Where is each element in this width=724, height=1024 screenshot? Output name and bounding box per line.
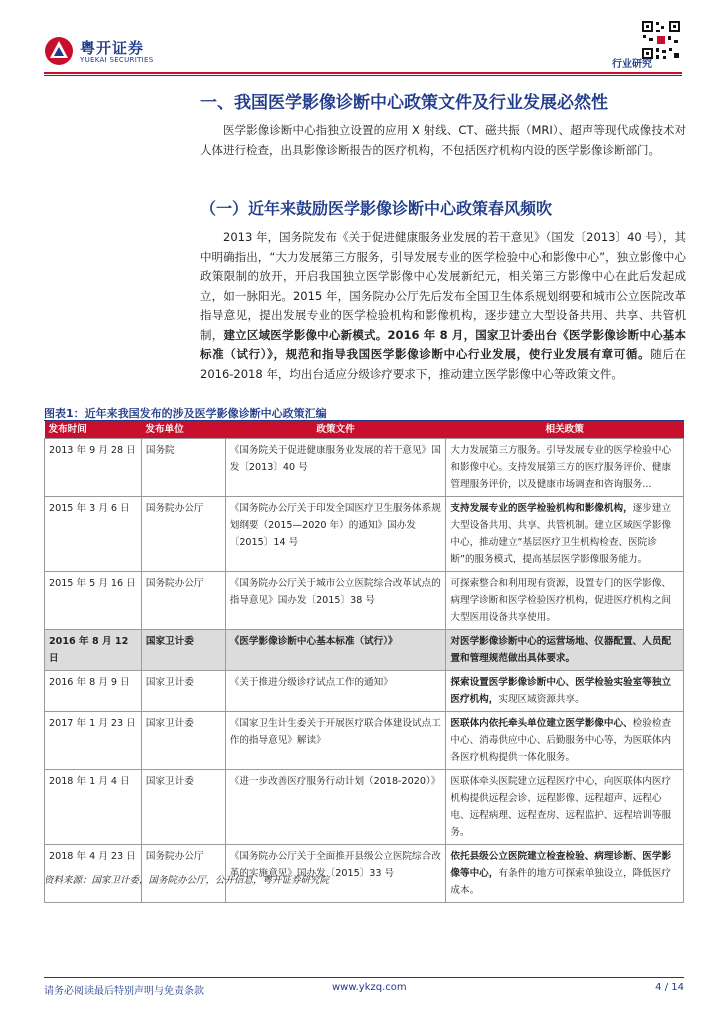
policy-text: 检验检查中心、消毒供应中心、后勤服务中心等，为医联体内各医疗机构提供一体化服务。 bbox=[450, 718, 672, 763]
section-heading-2: （一）近年来鼓励医学影像诊断中心政策春风频吹 bbox=[200, 199, 553, 218]
section-2-paragraph bbox=[200, 228, 686, 384]
policy-text: 有条件的地方可探索单独设立，降低医疗成本。 bbox=[450, 868, 672, 896]
cell-doc: 《医学影像诊断中心基本标准（试行）》 bbox=[225, 630, 446, 671]
footer-website-link[interactable]: www.ykzq.com bbox=[332, 982, 407, 993]
policy-table bbox=[44, 421, 684, 903]
header-divider-red bbox=[44, 72, 682, 74]
cell-date: 2017 年 1 月 23 日 bbox=[45, 712, 142, 770]
cell-doc: 《关于推进分级诊疗试点工作的通知》 bbox=[225, 671, 446, 712]
cell-org: 国家卫计委 bbox=[141, 630, 225, 671]
cell-policy bbox=[446, 671, 684, 712]
cell-org: 国家卫计委 bbox=[141, 671, 225, 712]
cell-org: 国务院办公厅 bbox=[141, 497, 225, 572]
cell-doc: 《国务院办公厅关于城市公立医院综合改革试点的指导意见》国办发〔2015〕38 号 bbox=[225, 572, 446, 630]
policy-text: 大力发展第三方服务。引导发展专业的医学检验中心和影像中心。支持发展第三方的医疗服务评价、健康管理服务评价，以及健康市场调查和咨询服务... bbox=[450, 445, 672, 490]
policy-text: 可探索整合和利用现有资源，设置专门的医学影像、病理学诊断和医学检验医疗机构，促进医疗机构之间大型医用设备共享使用。 bbox=[450, 578, 672, 623]
cell-date: 2018 年 4 月 23 日 bbox=[45, 845, 142, 903]
table-row bbox=[45, 671, 684, 712]
logo-text-en: YUEKAI SECURITIES bbox=[80, 56, 154, 64]
cell-policy bbox=[446, 572, 684, 630]
policy-text: 逐步建立大型设备共用、共享、共管机制。建立区域医学影像中心，推动建立“基层医疗卫生机构检查、医院诊断”的服务模式，提高基层医学影像服务能力。 bbox=[450, 503, 672, 565]
cell-policy bbox=[446, 770, 684, 845]
policy-bold: 依托县级公立医院建立检查检验、病理诊断、医学影像等中心， bbox=[450, 851, 672, 879]
cell-doc: 《进一步改善医疗服务行动计划（2018-2020）》 bbox=[225, 770, 446, 845]
col-header-date: 发布时间 bbox=[45, 421, 142, 439]
table-row bbox=[45, 572, 684, 630]
policy-text: 医联体牵头医院建立远程医疗中心，向医联体内医疗机构提供远程会诊、远程影像、远程超声、远程心电、远程病理、远程查房、远程监护、远程培训等服务。 bbox=[450, 776, 672, 838]
table-row bbox=[45, 712, 684, 770]
col-header-doc: 政策文件 bbox=[225, 421, 446, 439]
col-header-policy: 相关政策 bbox=[446, 421, 684, 439]
cell-date: 2016 年 8 月 12 日 bbox=[45, 630, 142, 671]
cell-org: 国务院办公厅 bbox=[141, 572, 225, 630]
table-row bbox=[45, 770, 684, 845]
figure-source: 资料来源：国家卫计委，国务院办公厅，公开信息，粤开证券研究院 bbox=[44, 875, 330, 886]
cell-doc: 《国务院关于促进健康服务业发展的若干意见》国发〔2013〕40 号 bbox=[225, 439, 446, 497]
cell-date: 2016 年 8 月 9 日 bbox=[45, 671, 142, 712]
table-header-row bbox=[45, 421, 684, 439]
cell-org: 国务院 bbox=[141, 439, 225, 497]
table-row-highlighted bbox=[45, 630, 684, 671]
yuekai-logo-icon bbox=[44, 36, 74, 66]
footer-divider bbox=[44, 977, 684, 978]
paragraph-text-a: 2013 年，国务院发布《关于促进健康服务业发展的若干意见》（国发〔2013〕40 号），其中明确指出，“大力发展第三方服务，引导发展专业的医学检验中心和影像中心”，独立影像中心政策限制的放开，开启我国独立医学影像中心发展新纪元，相关第三方影像中心在此后发起成立，如一脉阳光。2015 年，国务院办公厅先后发布全国卫生体系规划纲要和城市公立医院改革指导意见，提出发展专业的医学检验机构和影像机构，逐步建立大型设备共用、共享、共管机制， bbox=[200, 230, 686, 342]
table-row bbox=[45, 497, 684, 572]
cell-org: 国家卫计委 bbox=[141, 712, 225, 770]
cell-doc: 《国家卫生计生委关于开展医疗联合体建设试点工作的指导意见》解读》 bbox=[225, 712, 446, 770]
policy-bold: 支持发展专业的医学检验机构和影像机构， bbox=[450, 503, 633, 514]
cell-date: 2015 年 3 月 6 日 bbox=[45, 497, 142, 572]
policy-text: 对医学影像诊断中心的运营场地、仪器配置、人员配置和管理规范做出具体要求。 bbox=[450, 636, 672, 664]
cell-org: 国务院办公厅 bbox=[141, 845, 225, 903]
cell-date: 2013 年 9 月 28 日 bbox=[45, 439, 142, 497]
policy-text: 实现区域资源共享。 bbox=[498, 694, 585, 705]
logo-text-cn: 粤开证券 bbox=[80, 39, 145, 57]
cell-org: 国家卫计委 bbox=[141, 770, 225, 845]
section-1-paragraph: 医学影像诊断中心指独立设置的应用 X 射线、CT、磁共振（MRI）、超声等现代成像技术对人体进行检查，出具影像诊断报告的医疗机构，不包括医疗机构内设的医学影像诊断部门。 bbox=[200, 123, 686, 157]
paragraph-text-c: 随后在 2016-2018 年，均出台适应分级诊疗要求下，推动建立医学影像中心等政策文件。 bbox=[200, 347, 687, 381]
cell-policy bbox=[446, 845, 684, 903]
header-category: 行业研究 bbox=[612, 59, 652, 70]
section-heading-1: 一、我国医学影像诊断中心政策文件及行业发展必然性 bbox=[200, 93, 608, 113]
paragraph-text-b-bold: 建立区域医学影像中心新模式。2016 年 8 月，国家卫计委出台《医学影像诊断中心基本标准（试行）》，规范和指导我国医学影像诊断中心行业发展，使行业发展有章可循。 bbox=[200, 327, 687, 361]
policy-bold: 探索设置医学影像诊断中心、医学检验实验室等独立医疗机构， bbox=[450, 677, 672, 705]
cell-policy bbox=[446, 439, 684, 497]
page-number: 4 / 14 bbox=[655, 982, 684, 993]
cell-doc: 《国务院办公厅关于全面推开县级公立医院综合改革的实施意见》国办发〔2015〕33 号 bbox=[225, 845, 446, 903]
cell-date: 2018 年 1 月 4 日 bbox=[45, 770, 142, 845]
col-header-org: 发布单位 bbox=[141, 421, 225, 439]
cell-policy bbox=[446, 712, 684, 770]
cell-doc: 《国务院办公厅关于印发全国医疗卫生服务体系规划纲要（2015—2020 年）的通知》国办发〔2015〕14 号 bbox=[225, 497, 446, 572]
footer-disclaimer-link[interactable]: 请务必阅读最后特别声明与免责条款 bbox=[44, 986, 204, 997]
table-row bbox=[45, 439, 684, 497]
policy-bold: 医联体内依托牵头单位建立医学影像中心、 bbox=[450, 718, 633, 729]
cell-policy bbox=[446, 497, 684, 572]
cell-policy bbox=[446, 630, 684, 671]
figure-title: 图表1：近年来我国发布的涉及医学影像诊断中心政策汇编 bbox=[44, 407, 327, 420]
page-header bbox=[0, 0, 724, 80]
header-divider-blue bbox=[44, 75, 682, 76]
qr-code-icon bbox=[641, 20, 681, 60]
cell-date: 2015 年 5 月 16 日 bbox=[45, 572, 142, 630]
